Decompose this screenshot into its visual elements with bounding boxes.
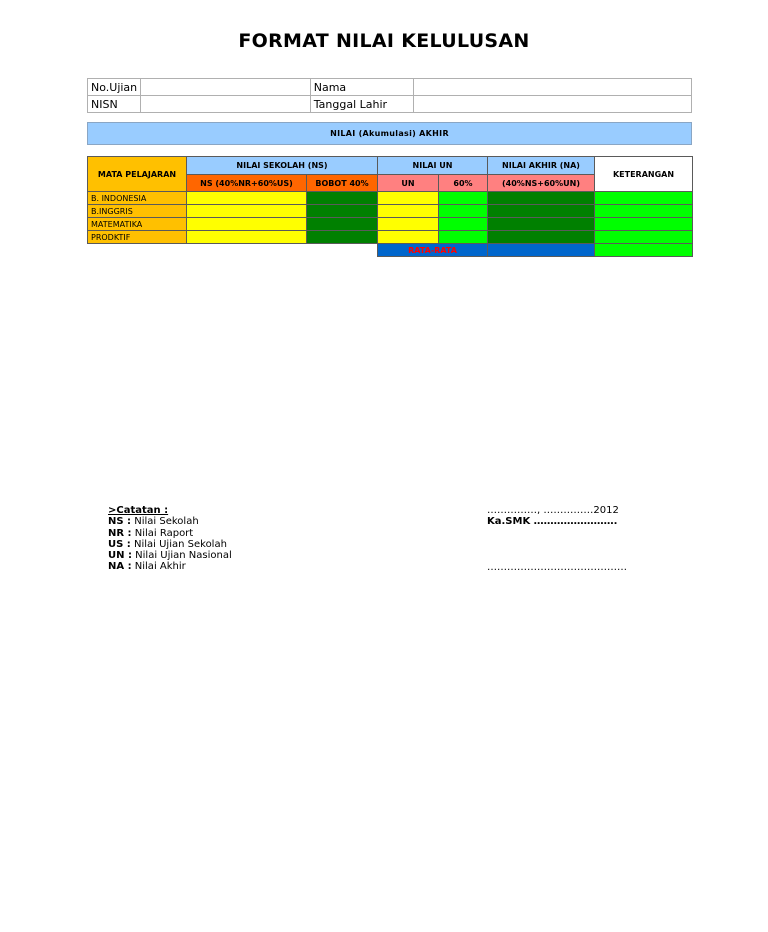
un-cell[interactable] bbox=[378, 192, 439, 205]
keterangan-cell bbox=[595, 192, 693, 205]
rata-rata-keterangan bbox=[595, 244, 693, 257]
na-formula-header: (40%NS+60%UN) bbox=[488, 175, 595, 192]
na-cell bbox=[488, 218, 595, 231]
bobot-cell bbox=[307, 205, 378, 218]
ns-cell[interactable] bbox=[187, 205, 307, 218]
un-cell[interactable] bbox=[378, 231, 439, 244]
na-cell bbox=[488, 205, 595, 218]
note-item: NR : Nilai Raport bbox=[108, 527, 194, 539]
subject-label: B.INGGRIS bbox=[88, 205, 187, 218]
ns-cell[interactable] bbox=[187, 231, 307, 244]
table-row bbox=[88, 192, 693, 205]
section-banner: NILAI (Akumulasi) AKHIR bbox=[87, 122, 692, 145]
bobot-cell bbox=[307, 218, 378, 231]
notes-heading: >Catatan : bbox=[108, 505, 169, 516]
average-spacer bbox=[187, 244, 307, 257]
signature-name-line: …………………………………… bbox=[487, 562, 627, 573]
signature-date: ……………, ……………2012 bbox=[487, 505, 619, 516]
identity-row-2 bbox=[88, 96, 692, 113]
bobot-header: BOBOT 40% bbox=[307, 175, 378, 192]
keterangan-header: KETERANGAN bbox=[595, 157, 693, 192]
ns-cell[interactable] bbox=[187, 192, 307, 205]
un-pct-cell bbox=[439, 218, 488, 231]
keterangan-cell bbox=[595, 231, 693, 244]
nisn-label: NISN bbox=[88, 96, 141, 113]
grade-table bbox=[87, 156, 693, 257]
nama-label: Nama bbox=[310, 79, 413, 96]
note-item: NS : Nilai Sekolah bbox=[108, 516, 199, 528]
nilai-akhir-header: NILAI AKHIR (NA) bbox=[488, 157, 595, 175]
nisn-field[interactable] bbox=[141, 96, 311, 113]
ns-cell[interactable] bbox=[187, 218, 307, 231]
identity-table bbox=[87, 78, 692, 113]
rata-rata-label: RATA-RATA bbox=[378, 244, 488, 257]
na-cell bbox=[488, 231, 595, 244]
keterangan-cell bbox=[595, 218, 693, 231]
keterangan-cell bbox=[595, 205, 693, 218]
no-ujian-field[interactable] bbox=[141, 79, 311, 96]
note-item: US : Nilai Ujian Sekolah bbox=[108, 538, 227, 550]
average-spacer bbox=[307, 244, 378, 257]
nama-field[interactable] bbox=[413, 79, 691, 96]
subject-label: MATEMATIKA bbox=[88, 218, 187, 231]
un-pct-cell bbox=[439, 192, 488, 205]
un-pct-cell bbox=[439, 205, 488, 218]
note-item: UN : Nilai Ujian Nasional bbox=[108, 550, 232, 562]
signature-position: Ka.SMK ……………………. bbox=[487, 516, 618, 527]
page-title: FORMAT NILAI KELULUSAN bbox=[238, 30, 530, 52]
header-row-1 bbox=[88, 157, 693, 175]
un-cell[interactable] bbox=[378, 205, 439, 218]
bobot-cell bbox=[307, 192, 378, 205]
rata-rata-value bbox=[488, 244, 595, 257]
nilai-un-header: NILAI UN bbox=[378, 157, 488, 175]
nilai-sekolah-header: NILAI SEKOLAH (NS) bbox=[187, 157, 378, 175]
na-cell bbox=[488, 192, 595, 205]
average-spacer bbox=[88, 244, 187, 257]
table-row bbox=[88, 231, 693, 244]
mata-pelajaran-header: MATA PELAJARAN bbox=[88, 157, 187, 192]
un-pct-header: 60% bbox=[439, 175, 488, 192]
ns-formula-header: NS (40%NR+60%US) bbox=[187, 175, 307, 192]
average-row bbox=[88, 244, 693, 257]
table-row bbox=[88, 218, 693, 231]
tanggal-lahir-label: Tanggal Lahir bbox=[310, 96, 413, 113]
subject-label: PRODKTIF bbox=[88, 231, 187, 244]
bobot-cell bbox=[307, 231, 378, 244]
note-item: NA : Nilai Akhir bbox=[108, 561, 186, 573]
notes-block bbox=[108, 505, 232, 573]
un-pct-cell bbox=[439, 231, 488, 244]
subject-label: B. INDONESIA bbox=[88, 192, 187, 205]
un-cell[interactable] bbox=[378, 218, 439, 231]
identity-row-1 bbox=[88, 79, 692, 96]
tanggal-lahir-field[interactable] bbox=[413, 96, 691, 113]
no-ujian-label: No.Ujian bbox=[88, 79, 141, 96]
un-header: UN bbox=[378, 175, 439, 192]
table-row bbox=[88, 205, 693, 218]
